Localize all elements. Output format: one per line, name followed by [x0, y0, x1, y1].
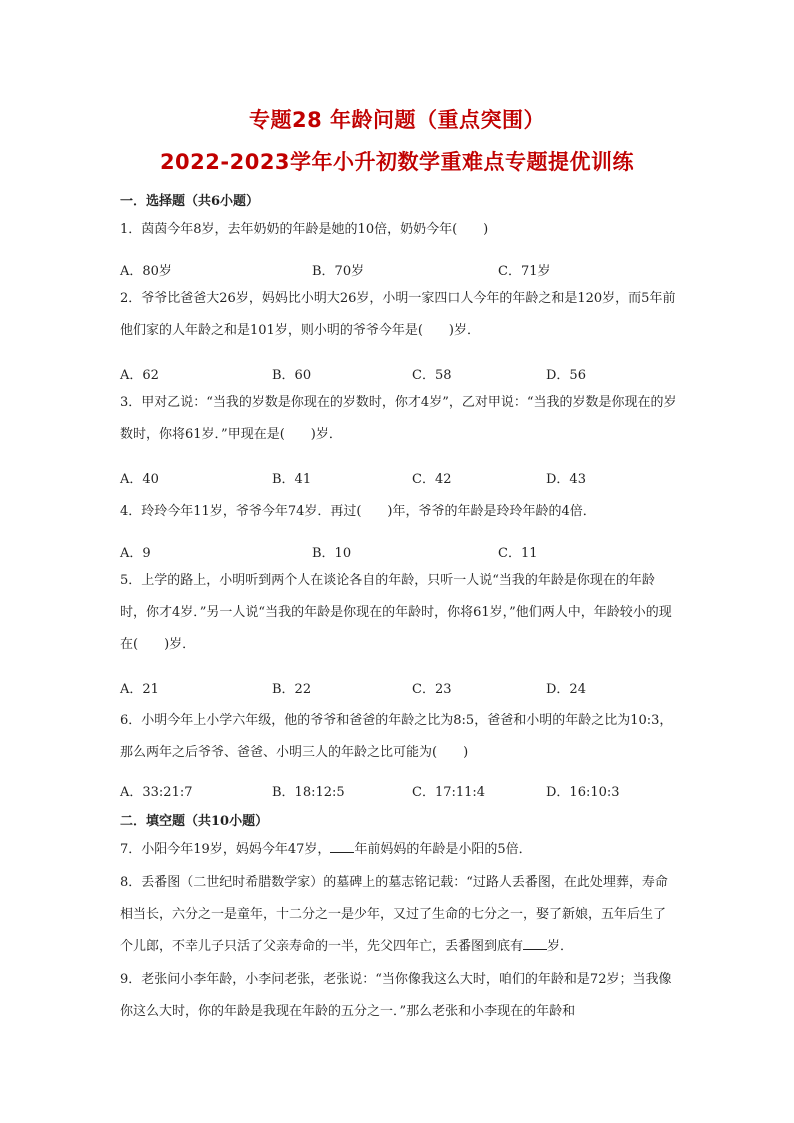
answer-blank [330, 840, 354, 853]
option-c: C．11 [498, 546, 538, 561]
option-b: B．22 [272, 682, 312, 697]
question-9: 9．老张问小李年龄，小李问老张，老张说：“当你像我这么大时，咱们的年龄和是72岁；当我像你这么大时，你的年龄是我现在年龄的五分之一．”那么老张和小李现在的年龄和 [120, 972, 672, 1019]
question-3-options [120, 468, 680, 488]
option-b: B．10 [312, 546, 352, 561]
question-5: 5．上学的路上，小明听到两个人在谈论各自的年龄，只听一人说“当我的年龄是你现在的年龄时，你才4岁．”另一人说“当我的年龄是你现在的年龄时，你将61岁，”他们两人中，年龄较小的现在( )岁． [120, 573, 672, 652]
section-heading-fill: 二．填空题（共10小题） [120, 814, 269, 829]
question-8 [120, 867, 678, 963]
option-d: D．24 [546, 682, 586, 697]
title-line-1: 专题28 年龄问题（重点突围） [248, 108, 546, 132]
question-7 [120, 834, 678, 866]
option-d: D．56 [546, 368, 586, 383]
option-c: C．17:11:4 [412, 785, 486, 800]
option-d: D．43 [546, 472, 586, 487]
option-a: A．80岁 [120, 264, 172, 279]
option-c: C．23 [412, 682, 452, 697]
question-1-options [120, 260, 680, 280]
answer-blank [523, 937, 547, 950]
option-a: A．62 [120, 368, 159, 383]
question-4-options [120, 542, 680, 562]
option-b: B．60 [272, 368, 312, 383]
option-c: C．42 [412, 472, 452, 487]
question-2: 2．爷爷比爸爸大26岁，妈妈比小明大26岁，小明一家四口人今年的年龄之和是120岁，而5年前他们家的人年龄之和是101岁，则小明的爷爷今年是( )岁． [120, 291, 676, 338]
section-heading-choice: 一．选择题（共6小题） [120, 194, 260, 209]
option-a: A．33:21:7 [120, 785, 193, 800]
question-1: 1．茵茵今年8岁，去年奶奶的年龄是她的10倍，奶奶今年( ) [120, 222, 489, 237]
question-6: 6．小明今年上小学六年级，他的爷爷和爸爸的年龄之比为8:5，爸爸和小明的年龄之比为10:3，那么两年之后爷爷、爸爸、小明三人的年龄之比可能为( ) [120, 713, 673, 760]
question-8-text-after: 岁． [547, 939, 574, 954]
title-line-2: 2022-2023学年小升初数学重难点专题提优训练 [159, 150, 635, 174]
option-c: C．71岁 [498, 264, 551, 279]
question-7-text-after: 年前妈妈的年龄是小阳的5倍． [354, 842, 532, 857]
question-6-options [120, 781, 680, 801]
option-a: A．21 [120, 682, 159, 697]
option-a: A．9 [120, 546, 151, 561]
option-b: B．41 [272, 472, 312, 487]
question-5-options [120, 678, 680, 698]
option-b: B．70岁 [312, 264, 365, 279]
question-3: 3．甲对乙说：“当我的岁数是你现在的岁数时，你才4岁”，乙对甲说：“当我的岁数是你现在的岁数时，你将61岁．”甲现在是( )岁． [120, 395, 677, 442]
option-d: D．16:10:3 [546, 785, 620, 800]
question-4: 4．玲玲今年11岁，爷爷今年74岁．再过( )年，爷爷的年龄是玲玲年龄的4倍． [120, 504, 596, 519]
option-c: C．58 [412, 368, 452, 383]
question-2-options [120, 364, 680, 384]
question-8-text-before: 8．丢番图（二世纪时希腊数学家）的墓碑上的墓志铭记载：“过路人丢番图，在此处埋葬，寿命相当长，六分之一是童年，十二分之一是少年，又过了生命的七分之一，娶了新娘，五年后生了个儿郎，不幸儿子只活了父亲寿命的一半，先父四年亡，丢番图到底有 [120, 875, 668, 954]
option-b: B．18:12:5 [272, 785, 345, 800]
question-7-text-before: 7．小阳今年19岁，妈妈今年47岁， [120, 842, 331, 857]
option-a: A．40 [120, 472, 159, 487]
